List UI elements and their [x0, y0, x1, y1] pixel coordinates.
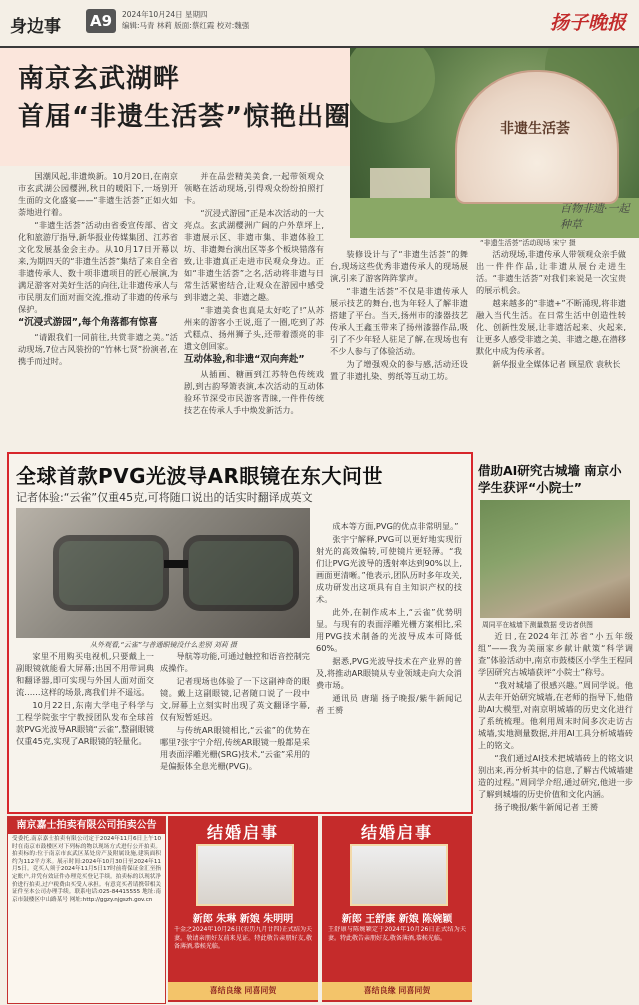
paragraph: 从插画、糖画到江苏特色传统戏剧,到古韵琴箫表演,本次活动的互动体验环节深受市民游客青睐,一件件传统技艺在传承人手中焕发新活力。 [184, 369, 324, 415]
paragraph: “我对城墙了很感兴趣。”周同学说。他从去年开始研究城墙,在老师的指导下,他借助AI大模型,对南京明城墙的历史文化进行了系统梳理。他利用周末时间多次走访古城墙,实地测量数据,并用AI工具分析城墙砖上的铭文。 [478, 680, 633, 750]
paragraph: “请跟我们一同前往,共赏非遗之美。”活动现场,7位古风装扮的“竹林七贤”扮演者,在携手而过时。 [18, 332, 178, 366]
wedding-notice-title: 结婚启事 [360, 823, 433, 842]
paragraph: “沉浸式游园”正是本次活动的一大亮点。玄武湖樱洲广阔的户外草坪上,非遗展示区、非遗市集、非遗体验工坊、非遗舞台演出区等多个板块错落有致,让非遗真正走进市民观众身边。正如“非遗生活荟”之名,活动将非遗与日常生活紧密结合,让观众在游园中感受到非遗之美、非遗之趣。 [184, 208, 324, 302]
paragraph: 成本等方面,PVG的优点非常明显。” [332, 521, 459, 531]
paragraph: “非遗生活荟”活动由省委宣传部、省文化和旅游厅指导,新华报业传媒集团、江苏省文化发展基金会主办。从10月17日开幕以来,为期四天的“非遗生活荟”集结了来自全省非遗传承人、数十项非遗项目的匠心展演,为满足游客对美好生活的向往,让非遗传承人与市民朋友们面对面交流,推动了非遗的传承与保护。 [18, 220, 178, 314]
wedding-notice-text: 王舒康与陈婉颖定于2024年10月26日正式结为夫妻。特此敬告亲朋好友,敬备薄酒,恭候光临。 [328, 926, 466, 942]
event-signature: 百物非遗·一起种草 [560, 202, 630, 231]
lead-headline-line2: 首届“非遗生活荟”惊艳出圈 [18, 102, 352, 132]
editor-credits: 编辑:马青 林莉 版面:蔡红霞 校对:魏强 [122, 21, 250, 30]
city-wall-photo [480, 500, 630, 618]
couple-photo [196, 844, 294, 906]
ar-photo-caption: 从外观看,“云雀”与普通眼镜没什么差别 刘莉 摄 [90, 641, 237, 649]
sidebar-headline: 借助AI研究古城墙 南京小学生获评“小院士” [478, 463, 622, 495]
ar-column-2 [160, 650, 310, 808]
sidebar-photo-caption: 周同平在城墙下测量数据 受访者供图 [482, 621, 593, 629]
byline: 通讯员 唐瑞 扬子晚报/紫牛新闻记者 王赟 [316, 693, 462, 715]
paragraph: 张宇宁解释,PVG可以更好地实现衍射光的高效偏转,可使镜片更轻薄。“我们让PVG光波导的透射率达到90%以上,画面更清晰。”他表示,团队历时多年攻关,成功研发出这项具有自主知识产权的技术。 [316, 534, 462, 604]
lead-headline-line1: 南京玄武湖畔 [18, 64, 181, 94]
lead-column-1 [18, 170, 178, 446]
newspaper-logo: 扬子晚报 [550, 12, 627, 34]
issue-date: 2024年10月24日 星期四 [122, 10, 208, 19]
paragraph: “非遗美食也真是太好吃了!”从苏州来的游客小王说,逛了一圈,吃到了苏式糕点、扬州狮子头,还带着漂亮的非遗文创回家。 [184, 305, 324, 351]
couple-names: 新郎 王舒康 新娘 陈婉颖 [341, 914, 453, 925]
byline: 新华报业全媒体记者 顾星欣 袁秋长 [492, 359, 621, 369]
glasses-icon [16, 508, 310, 638]
wedding-notice-2 [322, 816, 472, 1002]
wedding-notice-1 [168, 816, 318, 1002]
sidebar-article-header [478, 462, 633, 496]
paragraph: 越来越多的“非遗+”不断涌现,将非遗融入当代生活。在日常生活中创造性转化、创新性发展,让非遗活起来、火起来,让更多人感受非遗之美、非遗之趣,在潜移默化中成为传承者。 [476, 298, 626, 356]
auction-notice-body: 受委托,南京嘉士拍卖有限公司定于2024年11月6日上午10时在南京市鼓楼区对下列标的物以现场方式进行公开拍卖。拍卖标的:位于南京市玄武区某处房产及附属设施,建筑面积约为112平方米。展示时间:2024年10月30日至2024年11月5日。竞买人须于2024年11月5日17时前将保证金汇至指定账户,并凭有效证件办理竞买登记手续。拍卖标的以现状净价进行拍卖,过户税费由买受人承担。有意竞买者请携带相关证件至本公司办理手续。联系电话:025-84415555 地址:南京市鼓楼区中山路某号 网址:http://ggzy.njgszh.gov.cn [12, 836, 161, 903]
wedding-notice-footer: 喜结良缘 同喜同贺 [168, 982, 318, 1000]
ar-glasses-photo [16, 508, 310, 638]
paragraph: 活动现场,非遗传承人带领观众亲手做出一件件作品,让非遗从展台走进生活。“非遗生活荟”对我们来说是一次宝贵的展示机会。 [476, 249, 626, 295]
couple-photo [350, 844, 448, 906]
paragraph: 导航等功能,可通过触控和语音控制完成操作。 [160, 651, 310, 673]
auction-notice [7, 816, 166, 1004]
subheading: “沉浸式游园”,每个角落都有惊喜 [18, 317, 158, 328]
lead-column-2 [184, 170, 324, 446]
section-name: 身边事 [10, 17, 61, 37]
paragraph: 10月22日,东南大学电子科学与工程学院张宇宁教授团队发布全球首款PVG光波导AR眼镜“云雀”,整副眼镜仅重45克,实现了AR眼镜的轻量化。 [16, 700, 154, 746]
wedding-notice-title: 结婚启事 [206, 823, 279, 842]
lead-headline [18, 60, 351, 136]
paragraph: 记者现场也体验了一下这副神奇的眼镜。戴上这副眼镜,记者随口说了一段中文,屏幕上立刻实时出现了英文翻译字幕,仅有短暂延迟。 [160, 676, 310, 722]
paragraph: 近日,在2024年江苏省“小五年级组”——我为美丽家乡献计献策“科学调查”体验活动中,南京市鼓楼区小学生王程同学因研究古城墙获评“小院士”称号。 [478, 631, 633, 677]
paragraph: 国潮风起,非遗焕新。10月20日,在南京市玄武湖公园樱洲,秋日的暖阳下,一场别开生面的文化盛宴——“非遗生活荟”正如火如荼地进行着。 [18, 171, 178, 217]
paragraph: 装修设计与了“非遗生活荟”的舞台,现场这些优秀非遗传承人的现场展演,引来了游客阵阵掌声。 [330, 249, 468, 283]
ar-subheadline: 记者体验:“云雀”仅重45克,可将随口说出的话实时翻译成英文 [16, 491, 313, 504]
byline: 扬子晚报/紫牛新闻记者 王赟 [494, 802, 599, 812]
paragraph: 据悉,PVG光波导技术在产业界的普及,将推动AR眼镜从专业领域走向大众消费市场。 [316, 656, 462, 690]
fan-title: 非遗生活荟 [500, 121, 570, 137]
ar-headline: 全球首款PVG光波导AR眼镜在东大问世 [16, 464, 383, 488]
ar-column-3 [316, 520, 462, 808]
paragraph: 与传统AR眼镜相比,“云雀”的优势在哪里?张宇宁介绍,传统AR眼镜一般都是采用表面浮雕光栅(SRG)技术,“云雀”采用的是偏振体全息光栅(PVG)。 [160, 725, 310, 771]
wedding-notice-text: 千金之2024年10月26日(农历九月廿四)正式结为夫妻。敬请亲朋好友前来见证。特此敬告亲朋好友,敬备薄酒,恭候光临。 [174, 926, 312, 950]
page-number-badge: A9 [86, 9, 116, 33]
couple-names: 新郎 朱琳 新娘 朱明明 [192, 914, 294, 925]
lead-column-4 [476, 248, 626, 446]
auction-notice-title: 南京嘉士拍卖有限公司拍卖公告 [8, 817, 165, 834]
paragraph: 并在品尝精美美食,一起带领观众领略在活动现场,引得观众纷纷拍照打卡。 [184, 171, 324, 205]
lead-column-3 [330, 248, 468, 446]
lead-photo-caption: “非遗生活荟”活动现场 宋宁 摄 [480, 239, 576, 247]
paragraph: 此外,在制作成本上,“云雀”优势明显。与现有的表面浮雕光栅方案相比,采用PVG技术制备的光波导成本可降低60%。 [316, 607, 462, 653]
paragraph: “我们通过AI技术把城墙砖上的铭文识别出来,再分析其中的信息,了解古代城墙建造的过程。”周同学介绍,通过研究,他进一步了解到城墙的历史价值和文化内涵。 [478, 753, 633, 799]
dateline [122, 9, 249, 31]
ar-column-1 [16, 650, 154, 808]
wedding-notice-footer: 喜结良缘 同喜同贺 [322, 982, 472, 1000]
sidebar-article-body [478, 630, 633, 1000]
subheading: 互动体验,和非遗“双向奔赴” [184, 354, 305, 365]
paragraph: “非遗生活荟”不仅是非遗传承人展示技艺的舞台,也为年轻人了解非遗搭建了平台。当天,扬州市的漆器技艺传承人王鑫玉带来了扬州漆器作品,吸引了不少年轻人驻足了解,在现场也有不少人参与了体验活动。 [330, 286, 468, 356]
paragraph: 为了增强观众的参与感,活动还设置了非遗扎染、剪纸等互动工坊。 [330, 359, 468, 381]
paragraph: 家里不用购买电视机,只要戴上一副眼镜就能看大屏幕;出国不用带词典和翻译器,即可实现与外国人面对面交流……这样的场景,离我们并不遥远。 [16, 651, 154, 697]
